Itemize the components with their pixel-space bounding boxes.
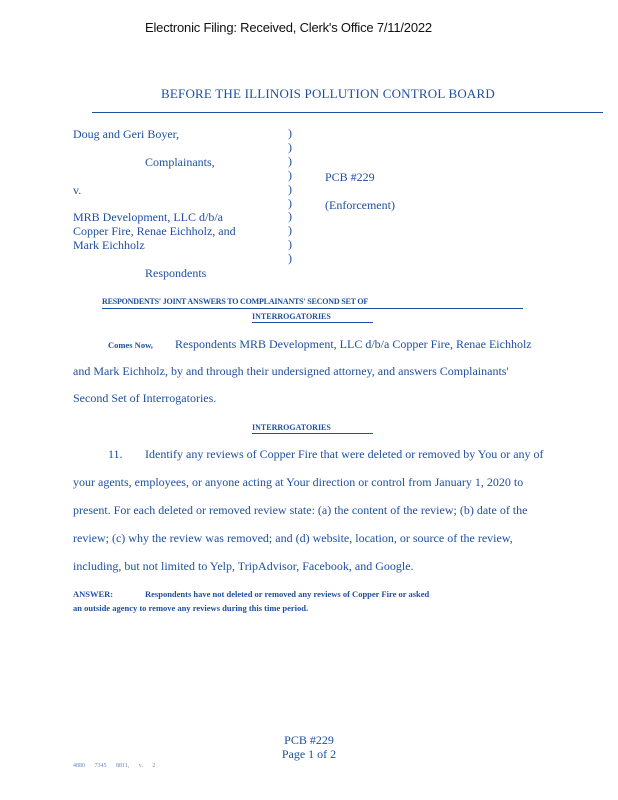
filing-stamp: Electronic Filing: Received, Clerk's Office 7/11/2022 bbox=[145, 20, 432, 35]
intro-line-2: and Mark Eichholz, by and through their undersigned attorney, and answers Complainants' bbox=[73, 364, 509, 378]
interrogatory-line-2: your agents, employees, or anyone acting at Your direction or control from January 1, 2020 to bbox=[73, 475, 524, 489]
intro-lead: Comes Now, bbox=[108, 340, 153, 350]
respondent-line-2: Copper Fire, Renae Eichholz, and bbox=[73, 224, 236, 238]
paren: ) bbox=[288, 209, 292, 224]
answer-line-1: Respondents have not deleted or removed any reviews of Copper Fire or asked bbox=[145, 589, 430, 599]
paren: ) bbox=[288, 126, 292, 140]
interrogatory-line-3: present. For each deleted or removed review state: (a) the content of the review; (b) date of the bbox=[73, 503, 528, 517]
footer-page-number: Page 1 of 2 bbox=[281, 747, 337, 761]
case-number: PCB #229 bbox=[325, 170, 375, 184]
footer-doc-ref: 4880 7345 8811, v. 2 bbox=[73, 763, 156, 769]
respondent-line-1: MRB Development, LLC d/b/a bbox=[73, 210, 223, 224]
complainants-label: Complainants, bbox=[145, 155, 215, 169]
section-heading-rule bbox=[252, 433, 373, 434]
paren: ) bbox=[288, 167, 292, 182]
respondents-label: Respondents bbox=[145, 266, 207, 280]
respondent-line-3: Mark Eichholz bbox=[73, 238, 145, 252]
paren: ) bbox=[288, 251, 292, 266]
intro-line-1: Respondents MRB Development, LLC d/b/a Copper Fire, Renae Eichholz bbox=[175, 337, 532, 351]
paren-column bbox=[288, 127, 292, 266]
answer-line-2: an outside agency to remove any reviews during this time period. bbox=[73, 603, 309, 613]
complainant-names: Doug and Geri Boyer, bbox=[73, 127, 180, 141]
document-heading-line-1: RESPONDENTS' JOINT ANSWERS TO COMPLAINANTS' SECOND SET OF bbox=[102, 297, 369, 306]
interrogatory-line-4: review; (c) why the review was removed; and (d) website, location, or source of the review, bbox=[73, 531, 513, 545]
paren: ) bbox=[288, 237, 292, 252]
footer-case-number: PCB #229 bbox=[284, 733, 334, 747]
paren: ) bbox=[288, 153, 292, 168]
section-heading: INTERROGATORIES bbox=[252, 423, 331, 432]
document-heading-line-2: INTERROGATORIES bbox=[252, 312, 331, 321]
intro-line-3: Second Set of Interrogatories. bbox=[73, 391, 217, 405]
versus: v. bbox=[73, 183, 82, 197]
paren: ) bbox=[288, 139, 292, 154]
paren: ) bbox=[288, 195, 292, 210]
heading-rule-2 bbox=[252, 322, 373, 323]
court-title: BEFORE THE ILLINOIS POLLUTION CONTROL BOARD bbox=[161, 86, 495, 101]
paren: ) bbox=[288, 223, 292, 238]
heading-rule-1 bbox=[102, 308, 523, 309]
title-rule bbox=[92, 112, 603, 113]
case-type: (Enforcement) bbox=[325, 198, 395, 212]
interrogatory-line-1: Identify any reviews of Copper Fire that were deleted or removed by You or any of bbox=[145, 447, 544, 461]
answer-label: ANSWER: bbox=[73, 589, 114, 599]
paren: ) bbox=[288, 181, 292, 196]
interrogatory-line-5: including, but not limited to Yelp, TripAdvisor, Facebook, and Google. bbox=[73, 559, 414, 573]
interrogatory-number: 11. bbox=[108, 447, 123, 461]
